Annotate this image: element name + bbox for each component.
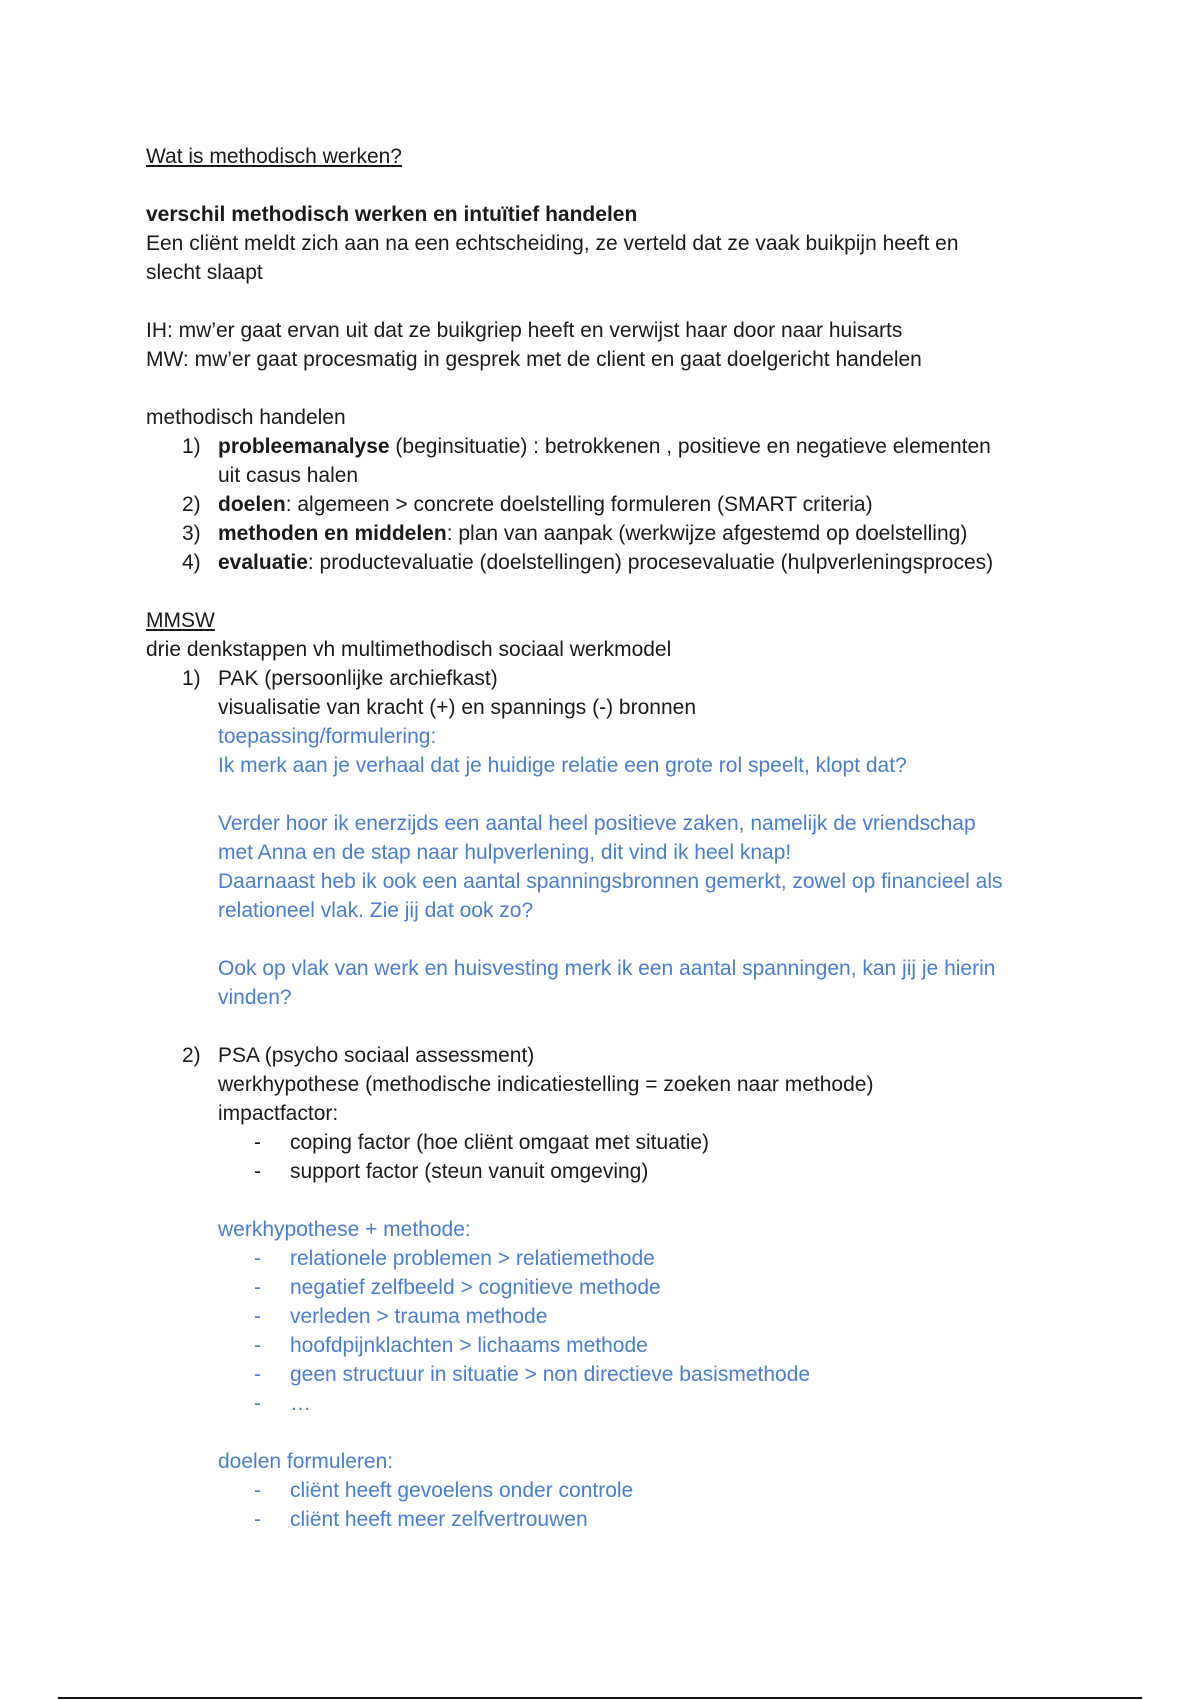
list-item [146, 1302, 1076, 1331]
pak-blue-line: relationeel vlak. Zie jij dat ook zo? [218, 899, 534, 922]
list-number: 3) [182, 522, 201, 545]
impact-label: impactfactor: [218, 1102, 339, 1125]
pak-blue-line: Daarnaast heb ik ook een aantal spanningsbronnen gemerkt, zowel op financieel als [218, 870, 1003, 893]
method-item: negatief zelfbeeld > cognitieve methode [290, 1276, 661, 1299]
psa-title: PSA (psycho sociaal assessment) [218, 1044, 535, 1067]
list-item [146, 1476, 1076, 1505]
mw-line: MW: mw’er gaat procesmatig in gesprek met de client en gaat doelgericht handelen [146, 348, 922, 371]
list-item [146, 1505, 1076, 1534]
list-number: 2) [182, 493, 201, 516]
method-label: werkhypothese + methode: [218, 1218, 471, 1241]
dash-bullet: - [254, 1131, 261, 1154]
pak-title: PAK (persoonlijke archiefkast) [218, 667, 498, 690]
dash-bullet: - [254, 1334, 261, 1357]
goals-item: cliënt heeft meer zelfvertrouwen [290, 1508, 588, 1531]
dash-bullet: - [254, 1160, 261, 1183]
pak-description: visualisatie van kracht (+) en spannings (-) bronnen [218, 696, 696, 719]
dash-bullet: - [254, 1479, 261, 1502]
pak-blue-line: toepassing/formulering: [218, 725, 437, 748]
goals-item: cliënt heeft gevoelens onder controle [290, 1479, 634, 1502]
list-term: methoden en middelen [218, 522, 447, 545]
list-number: 2) [182, 1044, 201, 1067]
list-text: : productevaluatie (doelstellingen) procesevaluatie (hulpverleningsproces) [307, 551, 994, 574]
dash-bullet: - [254, 1363, 261, 1386]
dash-bullet: - [254, 1305, 261, 1328]
pak-blue-line: vinden? [218, 986, 292, 1009]
mmsw-subheading: drie denkstappen vh multimethodisch sociaal werkmodel [146, 638, 672, 661]
list-item-psa [146, 1041, 1076, 1128]
goals-label: doelen formuleren: [218, 1450, 394, 1473]
method-item: verleden > trauma methode [290, 1305, 548, 1328]
bottom-rule [58, 1697, 1142, 1699]
method-item: geen structuur in situatie > non directieve basismethode [290, 1363, 811, 1386]
list-item [146, 1244, 1076, 1273]
document-page [146, 142, 1076, 1534]
dash-bullet: - [254, 1276, 261, 1299]
list-item-pak [146, 664, 1076, 1012]
list-item [146, 1273, 1076, 1302]
list-item [146, 432, 1076, 490]
list-item [146, 1128, 1076, 1157]
section-heading-difference: verschil methodisch werken en intuïtief handelen [146, 203, 638, 226]
list-number: 4) [182, 551, 201, 574]
pak-blue-line: Verder hoor ik enerzijds een aantal heel positieve zaken, namelijk de vriendschap [218, 812, 976, 835]
impact-item: coping factor (hoe cliënt omgaat met situatie) [290, 1131, 710, 1154]
list-text: : plan van aanpak (werkwijze afgestemd op doelstelling) [446, 522, 968, 545]
list-item [146, 1157, 1076, 1186]
list-item [146, 1331, 1076, 1360]
pak-blue-line: Ik merk aan je verhaal dat je huidige relatie een grote rol speelt, klopt dat? [218, 754, 907, 777]
list-term: doelen [218, 493, 286, 516]
list-item [146, 548, 1076, 577]
dash-bullet: - [254, 1508, 261, 1531]
list-text-continued: uit casus halen [218, 464, 359, 487]
list-text: (beginsituatie) : betrokkenen , positieve en negatieve elementen [389, 435, 991, 458]
method-item: … [290, 1392, 311, 1415]
dash-bullet: - [254, 1392, 261, 1415]
list-term: probleemanalyse [218, 435, 390, 458]
dash-bullet: - [254, 1247, 261, 1270]
list-item [146, 1389, 1076, 1418]
section-heading-mmsw: MMSW [146, 609, 215, 632]
method-item: hoofdpijnklachten > lichaams methode [290, 1334, 648, 1357]
pak-blue-line: Ook op vlak van werk en huisvesting merk ik een aantal spanningen, kan jij je hierin [218, 957, 996, 980]
list-number: 1) [182, 435, 201, 458]
psa-hypothesis: werkhypothese (methodische indicatiestelling = zoeken naar methode) [218, 1073, 874, 1096]
ih-line: IH: mw’er gaat ervan uit dat ze buikgriep heeft en verwijst haar door naar huisarts [146, 319, 903, 342]
intro-line-1: Een cliënt meldt zich aan na een echtscheiding, ze verteld dat ze vaak buikpijn heeft en [146, 232, 959, 255]
impact-item: support factor (steun vanuit omgeving) [290, 1160, 649, 1183]
pak-blue-line: met Anna en de stap naar hulpverlening, dit vind ik heel knap! [218, 841, 792, 864]
page-title: Wat is methodisch werken? [146, 145, 402, 168]
list-text: : algemeen > concrete doelstelling formuleren (SMART criteria) [285, 493, 873, 516]
section-heading-methodisch: methodisch handelen [146, 406, 346, 429]
list-term: evaluatie [218, 551, 308, 574]
method-item: relationele problemen > relatiemethode [290, 1247, 655, 1270]
intro-line-2: slecht slaapt [146, 261, 263, 284]
list-item [146, 490, 1076, 519]
list-number: 1) [182, 667, 201, 690]
list-item [146, 519, 1076, 548]
list-item [146, 1360, 1076, 1389]
